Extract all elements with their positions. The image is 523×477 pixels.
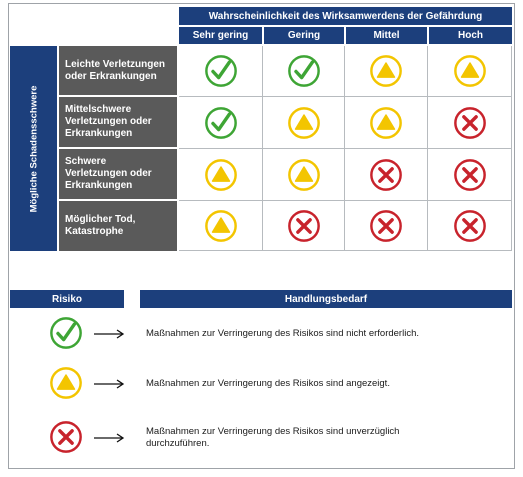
row-label-schwer: Schwere Verletzungen oder Erkrankungen	[59, 149, 177, 199]
warning-icon	[287, 158, 321, 192]
arrow-right-icon	[93, 328, 125, 340]
cross-icon	[453, 106, 487, 140]
row-label-tod: Möglicher Tod, Katastrophe	[59, 201, 177, 251]
matrix-cell-warning	[263, 149, 345, 201]
matrix-cell-cross	[263, 201, 345, 251]
warning-icon	[453, 54, 487, 88]
column-header-sehr-gering: Sehr gering	[179, 27, 262, 44]
cross-icon	[369, 209, 403, 243]
warning-icon	[49, 366, 83, 400]
matrix-cell-warning	[345, 97, 428, 149]
row-group-title: Mögliche Schadensschwere	[28, 85, 39, 212]
matrix-cell-warning	[428, 46, 512, 97]
legend-icon-check	[49, 316, 85, 352]
column-header-gering: Gering	[264, 27, 344, 44]
arrow-right-icon	[93, 378, 125, 390]
matrix-cell-warning	[179, 201, 263, 251]
cross-icon	[369, 158, 403, 192]
cross-icon	[453, 209, 487, 243]
column-header-hoch: Hoch	[429, 27, 512, 44]
legend-text-check: Maßnahmen zur Verringerung des Risikos sind nicht erforderlich.	[146, 328, 419, 339]
cross-icon	[49, 420, 83, 454]
matrix-cell-warning	[263, 97, 345, 149]
matrix-cell-warning	[179, 149, 263, 201]
row-label-leicht: Leichte Verletzungen oder Erkrankungen	[59, 46, 177, 95]
column-header-mittel: Mittel	[346, 27, 427, 44]
legend-text-cross: Maßnahmen zur Verringerung des Risikos sind unverzüglich durchzuführen.	[146, 426, 400, 449]
matrix-cell-cross	[345, 201, 428, 251]
warning-icon	[204, 209, 238, 243]
arrow-right-icon	[93, 432, 125, 444]
warning-icon	[204, 158, 238, 192]
matrix-cell-cross	[428, 201, 512, 251]
legend-risk-header: Risiko	[10, 290, 124, 308]
matrix-cell-cross	[345, 149, 428, 201]
row-group-header	[10, 46, 57, 251]
legend-action-header: Handlungsbedarf	[140, 290, 512, 308]
warning-icon	[287, 106, 321, 140]
matrix-cell-cross	[428, 97, 512, 149]
check-icon	[49, 316, 83, 350]
matrix-cell-check	[263, 46, 345, 97]
row-label-mittelschwer: Mittelschwere Verletzungen oder Erkrankungen	[59, 97, 177, 147]
cross-icon	[453, 158, 487, 192]
warning-icon	[369, 54, 403, 88]
matrix-cell-warning	[345, 46, 428, 97]
matrix-cell-check	[179, 46, 263, 97]
matrix-cell-cross	[428, 149, 512, 201]
check-icon	[287, 54, 321, 88]
legend-icon-cross	[49, 420, 85, 456]
check-icon	[204, 54, 238, 88]
warning-icon	[369, 106, 403, 140]
check-icon	[204, 106, 238, 140]
legend-text-warning: Maßnahmen zur Verringerung des Risikos sind angezeigt.	[146, 378, 390, 389]
cross-icon	[287, 209, 321, 243]
column-group-header: Wahrscheinlichkeit des Wirksamwerdens der Gefährdung	[179, 7, 512, 25]
legend-icon-warning	[49, 366, 85, 402]
matrix-cell-check	[179, 97, 263, 149]
